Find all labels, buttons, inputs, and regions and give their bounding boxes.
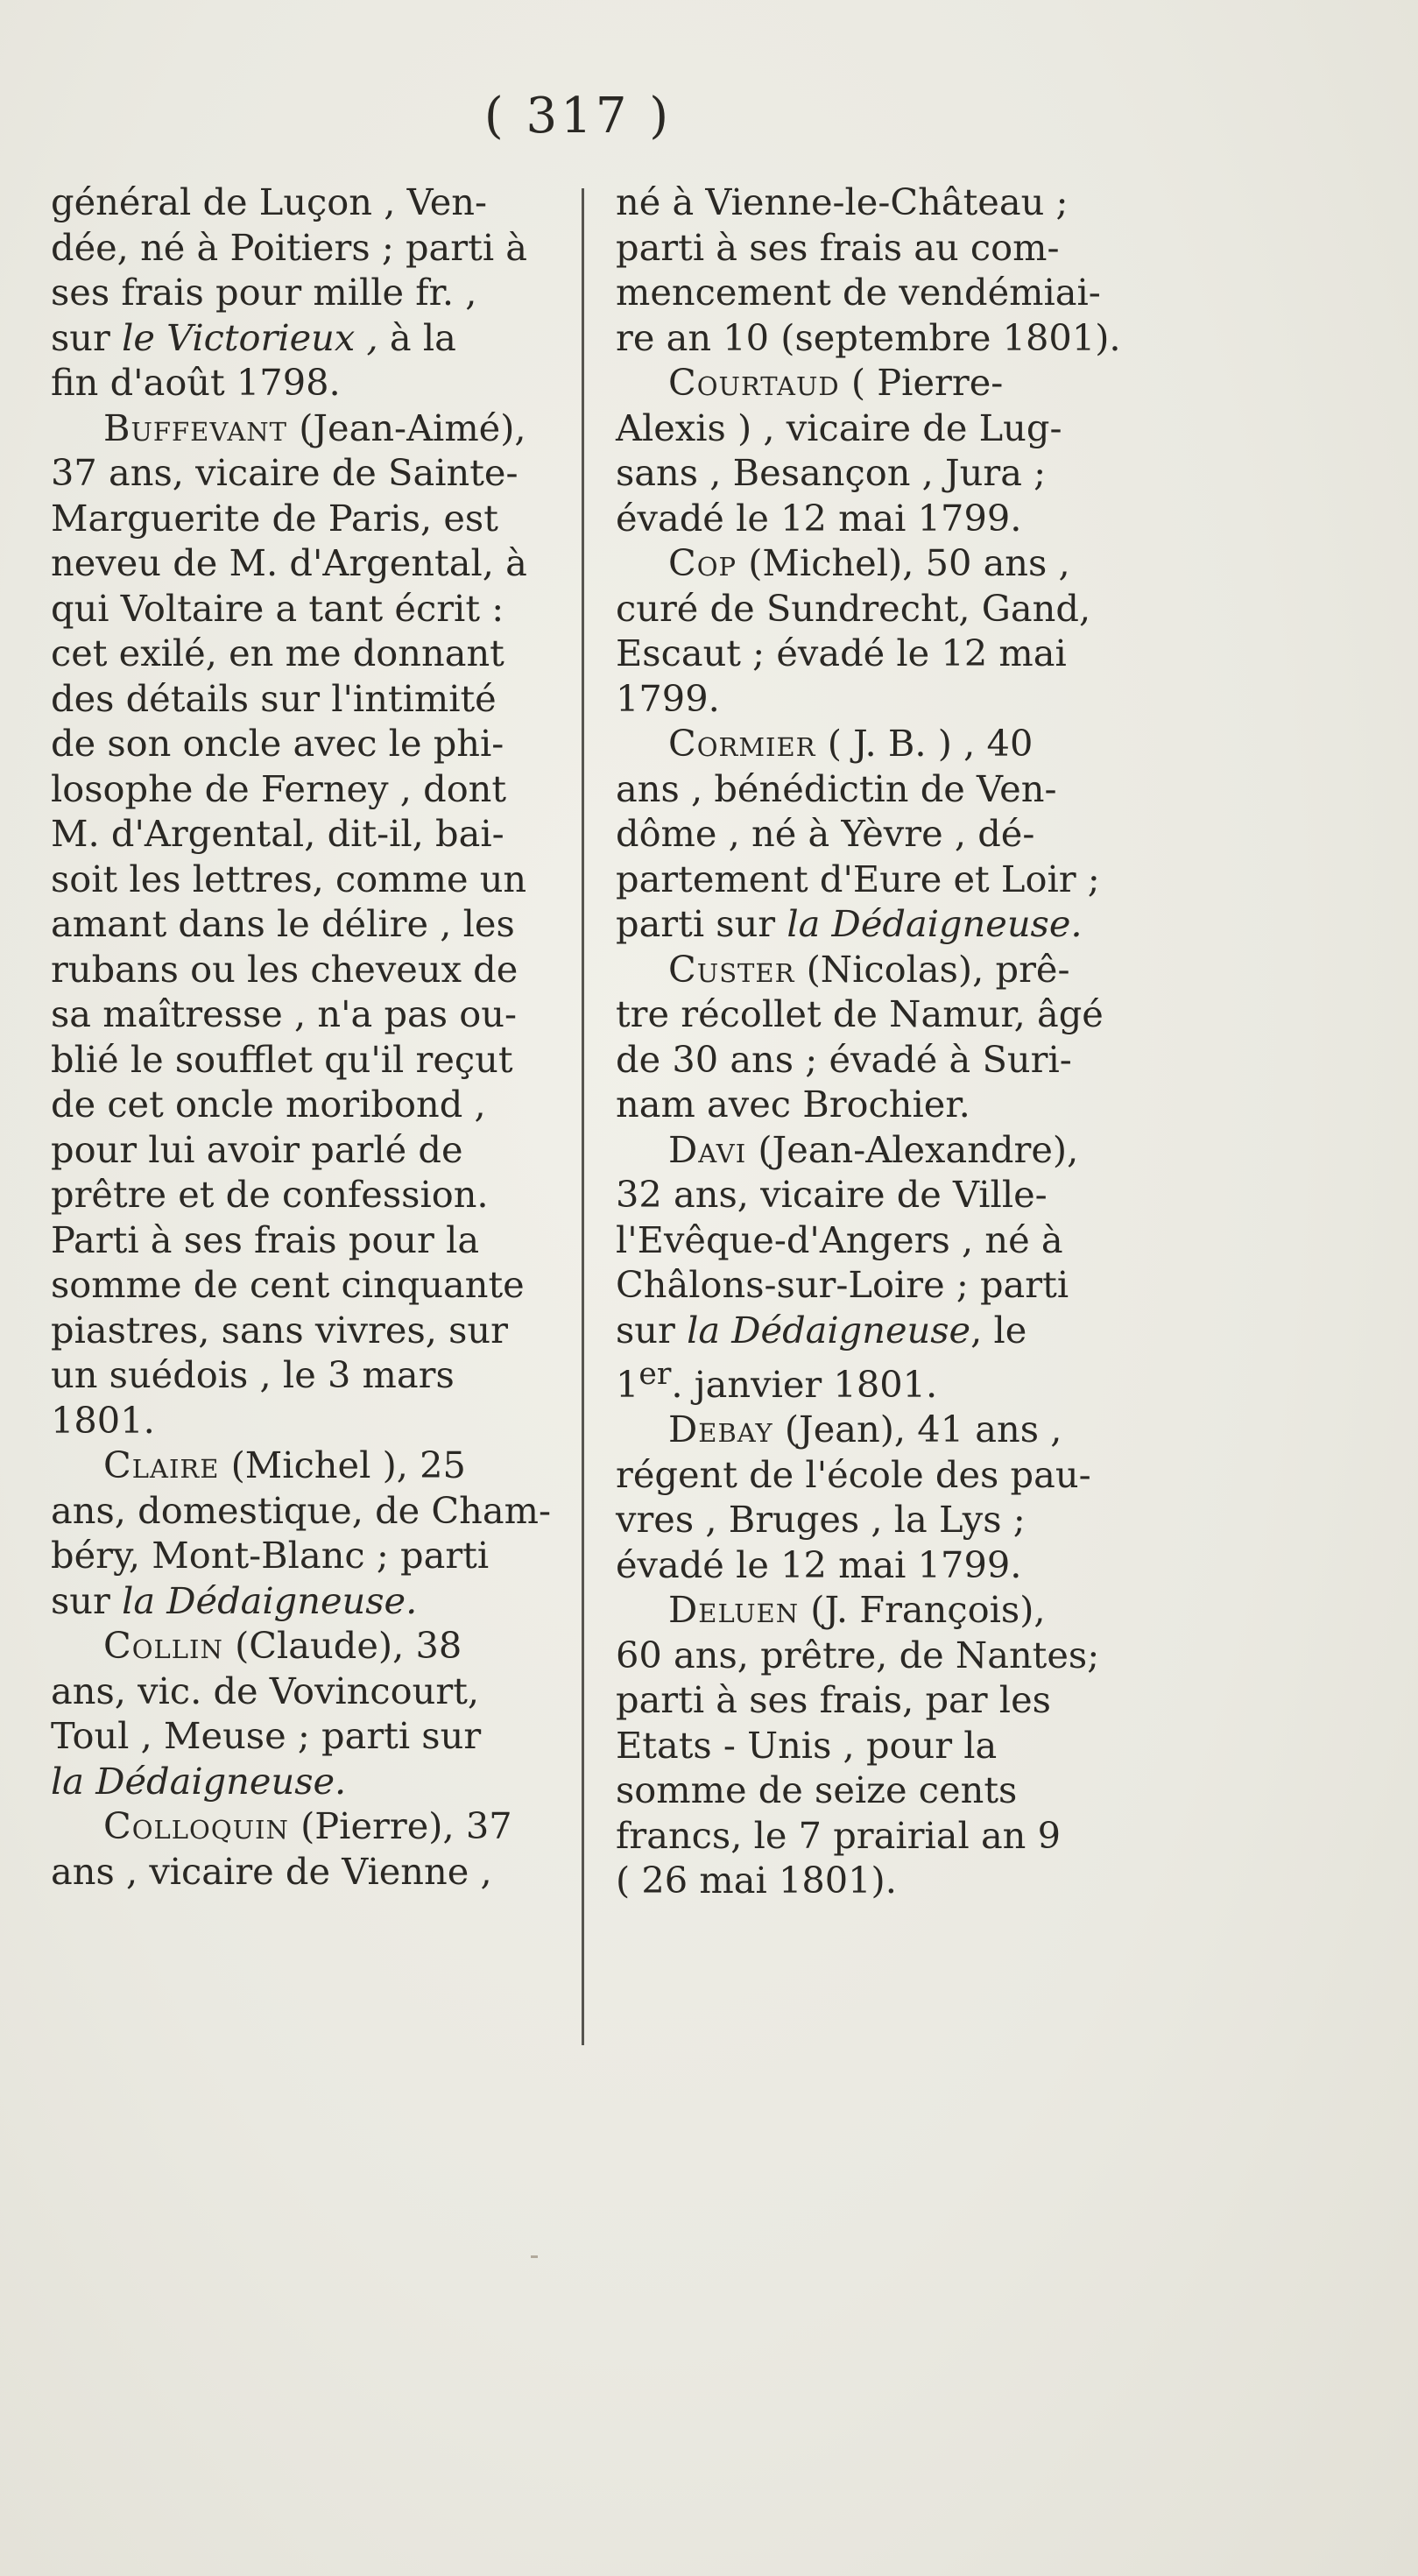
text-run: Toul , Meuse ; parti sur [51, 1714, 482, 1757]
text-run: Etats - Unis , pour la [616, 1723, 998, 1767]
right-text-line [616, 270, 1132, 315]
text-run: (Michel), 50 ans , [737, 541, 1070, 584]
left-text-line [51, 1578, 550, 1624]
entry-surname: Colloquin [103, 1804, 289, 1847]
text-run: né à Vienne-le-Château ; [616, 180, 1069, 223]
text-run: cet exilé, en me donnant [51, 632, 504, 674]
right-text-line [616, 1352, 1132, 1407]
entry-surname: Custer [668, 947, 795, 991]
text-run: (Pierre), 37 [288, 1804, 512, 1847]
left-text-line [51, 270, 550, 315]
column-divider [582, 188, 584, 2045]
text-run: de son oncle avec le phi- [51, 722, 504, 765]
right-text-line [616, 992, 1132, 1037]
right-text-line [616, 225, 1132, 271]
text-run: ans, domestique, de Cham- [51, 1488, 552, 1532]
right-text-line [616, 315, 1132, 361]
text-run: pour lui avoir parlé de [51, 1127, 463, 1171]
text-run: dée, né à Poitiers ; parti à [51, 225, 528, 269]
text-run: évadé le 12 mai 1799. [616, 1542, 1022, 1586]
left-text-line [51, 901, 550, 947]
text-run: rubans ou les cheveux de [51, 947, 519, 991]
right-text-line [616, 631, 1132, 676]
right-column [616, 180, 1132, 1903]
text-run: qui Voltaire a tant écrit : [51, 586, 504, 630]
text-run: piastres, sans vivres, sur [51, 1308, 508, 1352]
right-text-line [616, 1037, 1132, 1083]
entry-surname: Davi [668, 1127, 747, 1171]
right-text-line [616, 1677, 1132, 1723]
text-run: un suédois , le 3 mars [51, 1353, 455, 1396]
text-run: 60 ans, prêtre, de Nantes; [616, 1633, 1100, 1676]
text-run: ans , vicaire de Vienne , [51, 1849, 492, 1893]
entry-surname: Collin [103, 1624, 223, 1667]
entry-surname: Courtaud [668, 361, 840, 404]
left-text-line [51, 1037, 550, 1083]
left-text-line [51, 1849, 550, 1895]
text-run: parti sur [616, 902, 787, 945]
text-run: (J. François), [799, 1588, 1046, 1632]
entry-surname: Debay [668, 1408, 773, 1451]
left-text-line [51, 1623, 550, 1669]
right-text-line [616, 1723, 1132, 1768]
left-text-line [51, 1172, 550, 1217]
paper-speck [531, 2255, 538, 2258]
left-text-line [51, 1713, 550, 1759]
text-run: régent de l'école des pau- [616, 1452, 1091, 1496]
text-run: ( Pierre- [839, 361, 1004, 404]
text-run: ( J. B. ) , 40 [815, 722, 1034, 765]
right-text-line [616, 540, 1132, 586]
left-text-line [51, 631, 550, 676]
text-run: 32 ans, vicaire de Ville- [616, 1173, 1048, 1216]
text-run: amant dans le délire , les [51, 902, 515, 945]
left-column [51, 180, 550, 1894]
text-run: Marguerite de Paris, est [51, 496, 498, 540]
left-text-line [51, 1082, 550, 1127]
right-text-line [616, 901, 1132, 947]
text-run: ans , bénédictin de Ven- [616, 766, 1057, 810]
text-run: (Jean), 41 ans , [772, 1408, 1062, 1451]
italic-title: la Dédaigneuse. [122, 1578, 418, 1622]
text-run: francs, le 7 prairial an 9 [616, 1813, 1062, 1857]
left-text-line [51, 1803, 550, 1849]
left-text-line [51, 811, 550, 857]
left-text-line [51, 1352, 550, 1398]
text-run: de cet oncle moribond , [51, 1083, 486, 1126]
text-run: partement d'Eure et Loir ; [616, 857, 1100, 900]
right-text-line [616, 1542, 1132, 1588]
text-run: sur [616, 1308, 688, 1352]
right-text-line [616, 1452, 1132, 1498]
text-run: béry, Mont-Blanc ; parti [51, 1534, 490, 1577]
left-text-line [51, 360, 550, 406]
left-text-line [51, 496, 550, 541]
text-run: Escaut ; évadé le 12 mai [616, 632, 1067, 674]
right-text-line [616, 496, 1132, 541]
text-run: re an 10 (septembre 1801). [616, 315, 1121, 359]
left-text-line [51, 586, 550, 632]
page-number: ( 317 ) [483, 88, 673, 145]
left-text-line [51, 1488, 550, 1534]
italic-title: le Victorieux , [122, 315, 378, 359]
text-run: 1801. [51, 1398, 155, 1442]
text-run: des détails sur l'intimité [51, 676, 497, 720]
left-text-line [51, 1398, 550, 1443]
text-run: dôme , né à Yèvre , dé- [616, 812, 1035, 855]
text-run: 1799. [616, 676, 720, 720]
text-run: parti à ses frais au com- [616, 225, 1060, 269]
text-run: Parti à ses frais pour la [51, 1217, 480, 1261]
text-run: ( 26 mai 1801). [616, 1859, 897, 1902]
left-text-line [51, 406, 550, 451]
left-text-line [51, 540, 550, 586]
text-run: nam avec Brochier. [616, 1083, 970, 1126]
right-text-line [616, 857, 1132, 902]
right-text-line [616, 1172, 1132, 1217]
text-run: sans , Besançon , Jura ; [616, 451, 1047, 494]
text-run: M. d'Argental, dit-il, bai- [51, 812, 504, 855]
left-text-line [51, 947, 550, 992]
left-text-line [51, 1443, 550, 1488]
right-text-line [616, 1308, 1132, 1353]
right-text-line [616, 1217, 1132, 1263]
left-text-line [51, 1127, 550, 1173]
text-run: sa maîtresse , n'a pas ou- [51, 992, 518, 1035]
left-text-line [51, 450, 550, 496]
left-text-line [51, 766, 550, 812]
text-run: , le [970, 1308, 1027, 1352]
right-text-line [616, 676, 1132, 722]
text-run: sur [51, 315, 123, 359]
right-text-line [616, 180, 1132, 225]
text-run: ses frais pour mille fr. , [51, 271, 477, 314]
left-text-line [51, 1217, 550, 1263]
right-text-line [616, 947, 1132, 992]
right-text-line [616, 586, 1132, 632]
text-run: losophe de Ferney , dont [51, 766, 507, 810]
right-text-line [616, 1497, 1132, 1542]
right-text-line [616, 1082, 1132, 1127]
right-text-line [616, 1858, 1132, 1903]
text-run: somme de cent cinquante [51, 1263, 525, 1306]
text-run: (Jean-Alexandre), [746, 1127, 1079, 1171]
text-run: sur [51, 1578, 123, 1622]
left-text-line [51, 857, 550, 902]
right-text-line [616, 406, 1132, 451]
left-text-line [51, 1669, 550, 1714]
left-text-line [51, 225, 550, 271]
text-run: de 30 ans ; évadé à Suri- [616, 1037, 1072, 1081]
left-text-line [51, 992, 550, 1037]
right-text-line [616, 1813, 1132, 1859]
italic-title: la Dédaigneuse. [51, 1759, 347, 1803]
text-run: l'Evêque-d'Angers , né à [616, 1217, 1063, 1261]
text-run: neveu de M. d'Argental, à [51, 541, 527, 584]
text-run: somme de seize cents [616, 1768, 1018, 1812]
right-text-line [616, 766, 1132, 812]
text-run: blié le soufflet qu'il reçut [51, 1037, 513, 1081]
entry-surname: Claire [103, 1443, 220, 1486]
left-text-line [51, 1759, 550, 1804]
right-text-line [616, 811, 1132, 857]
text-run: (Michel ), 25 [219, 1443, 466, 1486]
text-run: soit les lettres, comme un [51, 857, 527, 900]
left-text-line [51, 676, 550, 722]
entry-surname: Buffevant [103, 406, 287, 449]
right-text-line [616, 1587, 1132, 1633]
left-text-line [51, 1533, 550, 1578]
entry-surname: Cormier [668, 722, 816, 765]
text-run: parti à ses frais, par les [616, 1678, 1051, 1722]
left-text-line [51, 315, 550, 361]
entry-surname: Cop [668, 541, 737, 584]
right-text-line [616, 1127, 1132, 1173]
left-text-line [51, 1262, 550, 1308]
text-run: fin d'août 1798. [51, 361, 341, 404]
text-run: . janvier 1801. [671, 1362, 938, 1406]
entry-surname: Deluen [668, 1588, 800, 1632]
italic-title: la Dédaigneuse. [787, 902, 1083, 945]
text-run: curé de Sundrecht, Gand, [616, 586, 1091, 630]
text-run: tre récollet de Namur, âgé [616, 992, 1104, 1035]
right-text-line [616, 1633, 1132, 1678]
text-run: vres , Bruges , la Lys ; [616, 1498, 1026, 1542]
text-run: 1 [616, 1362, 639, 1406]
text-run: à la [377, 315, 456, 359]
text-run: Châlons-sur-Loire ; parti [616, 1263, 1069, 1306]
text-run: 37 ans, vicaire de Sainte- [51, 451, 519, 494]
right-text-line [616, 1262, 1132, 1308]
italic-title: la Dédaigneuse [687, 1308, 971, 1352]
text-run: général de Luçon , Ven- [51, 180, 488, 223]
text-run: (Nicolas), prê- [794, 947, 1070, 991]
text-run: prêtre et de confession. [51, 1173, 489, 1216]
left-text-line [51, 721, 550, 766]
text-run: Alexis ) , vicaire de Lug- [616, 406, 1062, 449]
text-run: (Jean-Aimé), [287, 406, 526, 449]
text-run: mencement de vendémiai- [616, 271, 1101, 314]
text-run: (Claude), 38 [222, 1624, 462, 1667]
left-text-line [51, 1308, 550, 1353]
right-text-line [616, 721, 1132, 766]
right-text-line [616, 360, 1132, 406]
right-text-line [616, 450, 1132, 496]
right-text-line [616, 1407, 1132, 1452]
text-run: évadé le 12 mai 1799. [616, 496, 1022, 540]
superscript: er [638, 1357, 672, 1392]
text-run: ans, vic. de Vovincourt, [51, 1669, 480, 1712]
left-text-line [51, 180, 550, 225]
right-text-line [616, 1768, 1132, 1813]
